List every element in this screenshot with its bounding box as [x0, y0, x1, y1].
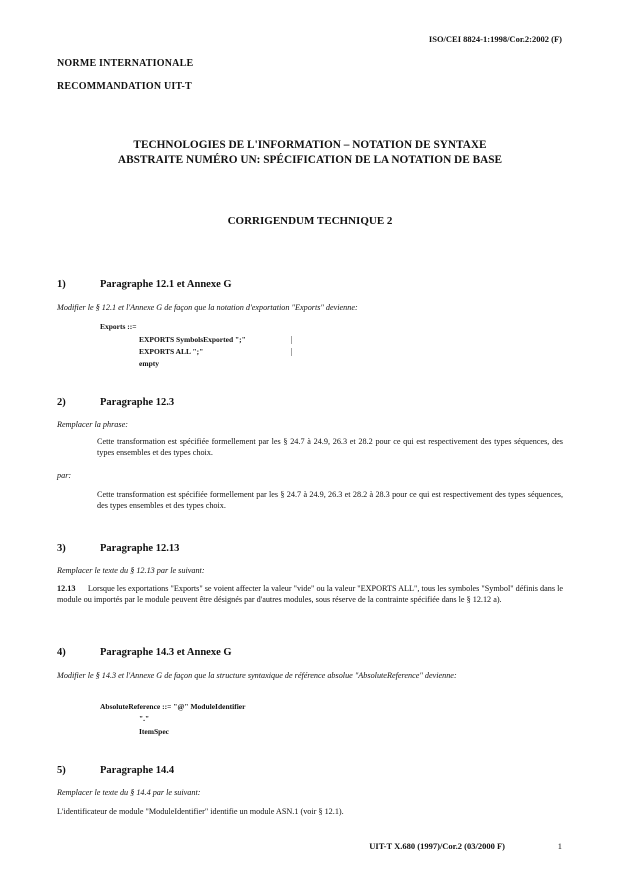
footer-reference: UIT-T X.680 (1997)/Cor.2 (03/2000 F) — [369, 841, 505, 851]
par-label: par: — [57, 471, 72, 480]
section-number: 5) — [57, 765, 66, 776]
section-title: Paragraphe 12.1 et Annexe G — [100, 279, 232, 290]
header-reference: ISO/CEI 8824-1:1998/Cor.2:2002 (F) — [428, 34, 562, 44]
section-number: 2) — [57, 397, 66, 408]
section-instruction: Modifier le § 14.3 et l'Annexe G de façon que la structure syntaxique de référence absolue "AbsoluteReference" devienne: — [57, 671, 457, 680]
code-line: EXPORTS SymbolsExported ";" — [139, 335, 246, 344]
code-line: ItemSpec — [139, 727, 169, 736]
section-number: 3) — [57, 543, 66, 554]
document-title — [57, 138, 563, 168]
clause-body: Lorsque les exportations "Exports" se voient affecter la valeur "vide" ou la valeur "EXPORTS ALL", tous les symboles "Symbol" définis dans le module ou importés par le module peuvent être désignés par d'autres modules, sous réserve de la contrainte spécifiée dans le § 12.12 a). — [57, 584, 564, 604]
section-title: Paragraphe 12.3 — [100, 397, 175, 408]
code-head: AbsoluteReference ::= "@" ModuleIdentifier — [100, 702, 246, 711]
title-line-1: TECHNOLOGIES DE L'INFORMATION – NOTATION DE SYNTAXE — [133, 139, 487, 151]
section-title: Paragraphe 14.3 et Annexe G — [100, 647, 232, 658]
section-title: Paragraphe 14.4 — [100, 765, 175, 776]
section-instruction: Remplacer la phrase: — [57, 420, 128, 429]
standard-line-2: RECOMMANDATION UIT-T — [57, 81, 192, 92]
code-line: empty — [139, 359, 159, 368]
page-number: 1 — [557, 841, 562, 851]
code-line: "." — [139, 714, 150, 723]
title-line-2: ABSTRAITE NUMÉRO UN: SPÉCIFICATION DE LA NOTATION DE BASE — [117, 154, 503, 166]
clause-number: 12.13 — [57, 584, 76, 593]
section-instruction: Modifier le § 12.1 et l'Annexe G de façon que la notation d'exportation "Exports" devienne: — [57, 303, 358, 312]
clause-text — [57, 583, 563, 605]
code-separator: | — [291, 347, 293, 356]
corrigendum-heading: CORRIGENDUM TECHNIQUE 2 — [227, 215, 393, 227]
new-text: Cette transformation est spécifiée formellement par les § 24.7 à 24.9, 26.3 et 28.2 à 28.3 pour ce qui est respectivement des types séquences, des types ensembles et des types choix. — [97, 490, 563, 510]
standard-line-1: NORME INTERNATIONALE — [57, 58, 194, 69]
old-text: Cette transformation est spécifiée formellement par les § 24.7 à 24.9, 26.3 et 28.2 pour ce qui est respectivement des types séquences, des types ensembles et des types choix. — [97, 437, 563, 457]
code-line: EXPORTS ALL ";" — [139, 347, 204, 356]
section-instruction: Remplacer le texte du § 12.13 par le suivant: — [57, 566, 205, 575]
code-head: Exports ::= — [100, 322, 137, 331]
section-number: 1) — [57, 279, 66, 290]
section-title: Paragraphe 12.13 — [100, 543, 180, 554]
section-text: L'identificateur de module "ModuleIdentifier" identifie un module ASN.1 (voir § 12.1). — [57, 807, 344, 816]
section-number: 4) — [57, 647, 66, 658]
code-separator: | — [291, 335, 293, 344]
section-instruction: Remplacer le texte du § 14.4 par le suivant: — [57, 788, 201, 797]
